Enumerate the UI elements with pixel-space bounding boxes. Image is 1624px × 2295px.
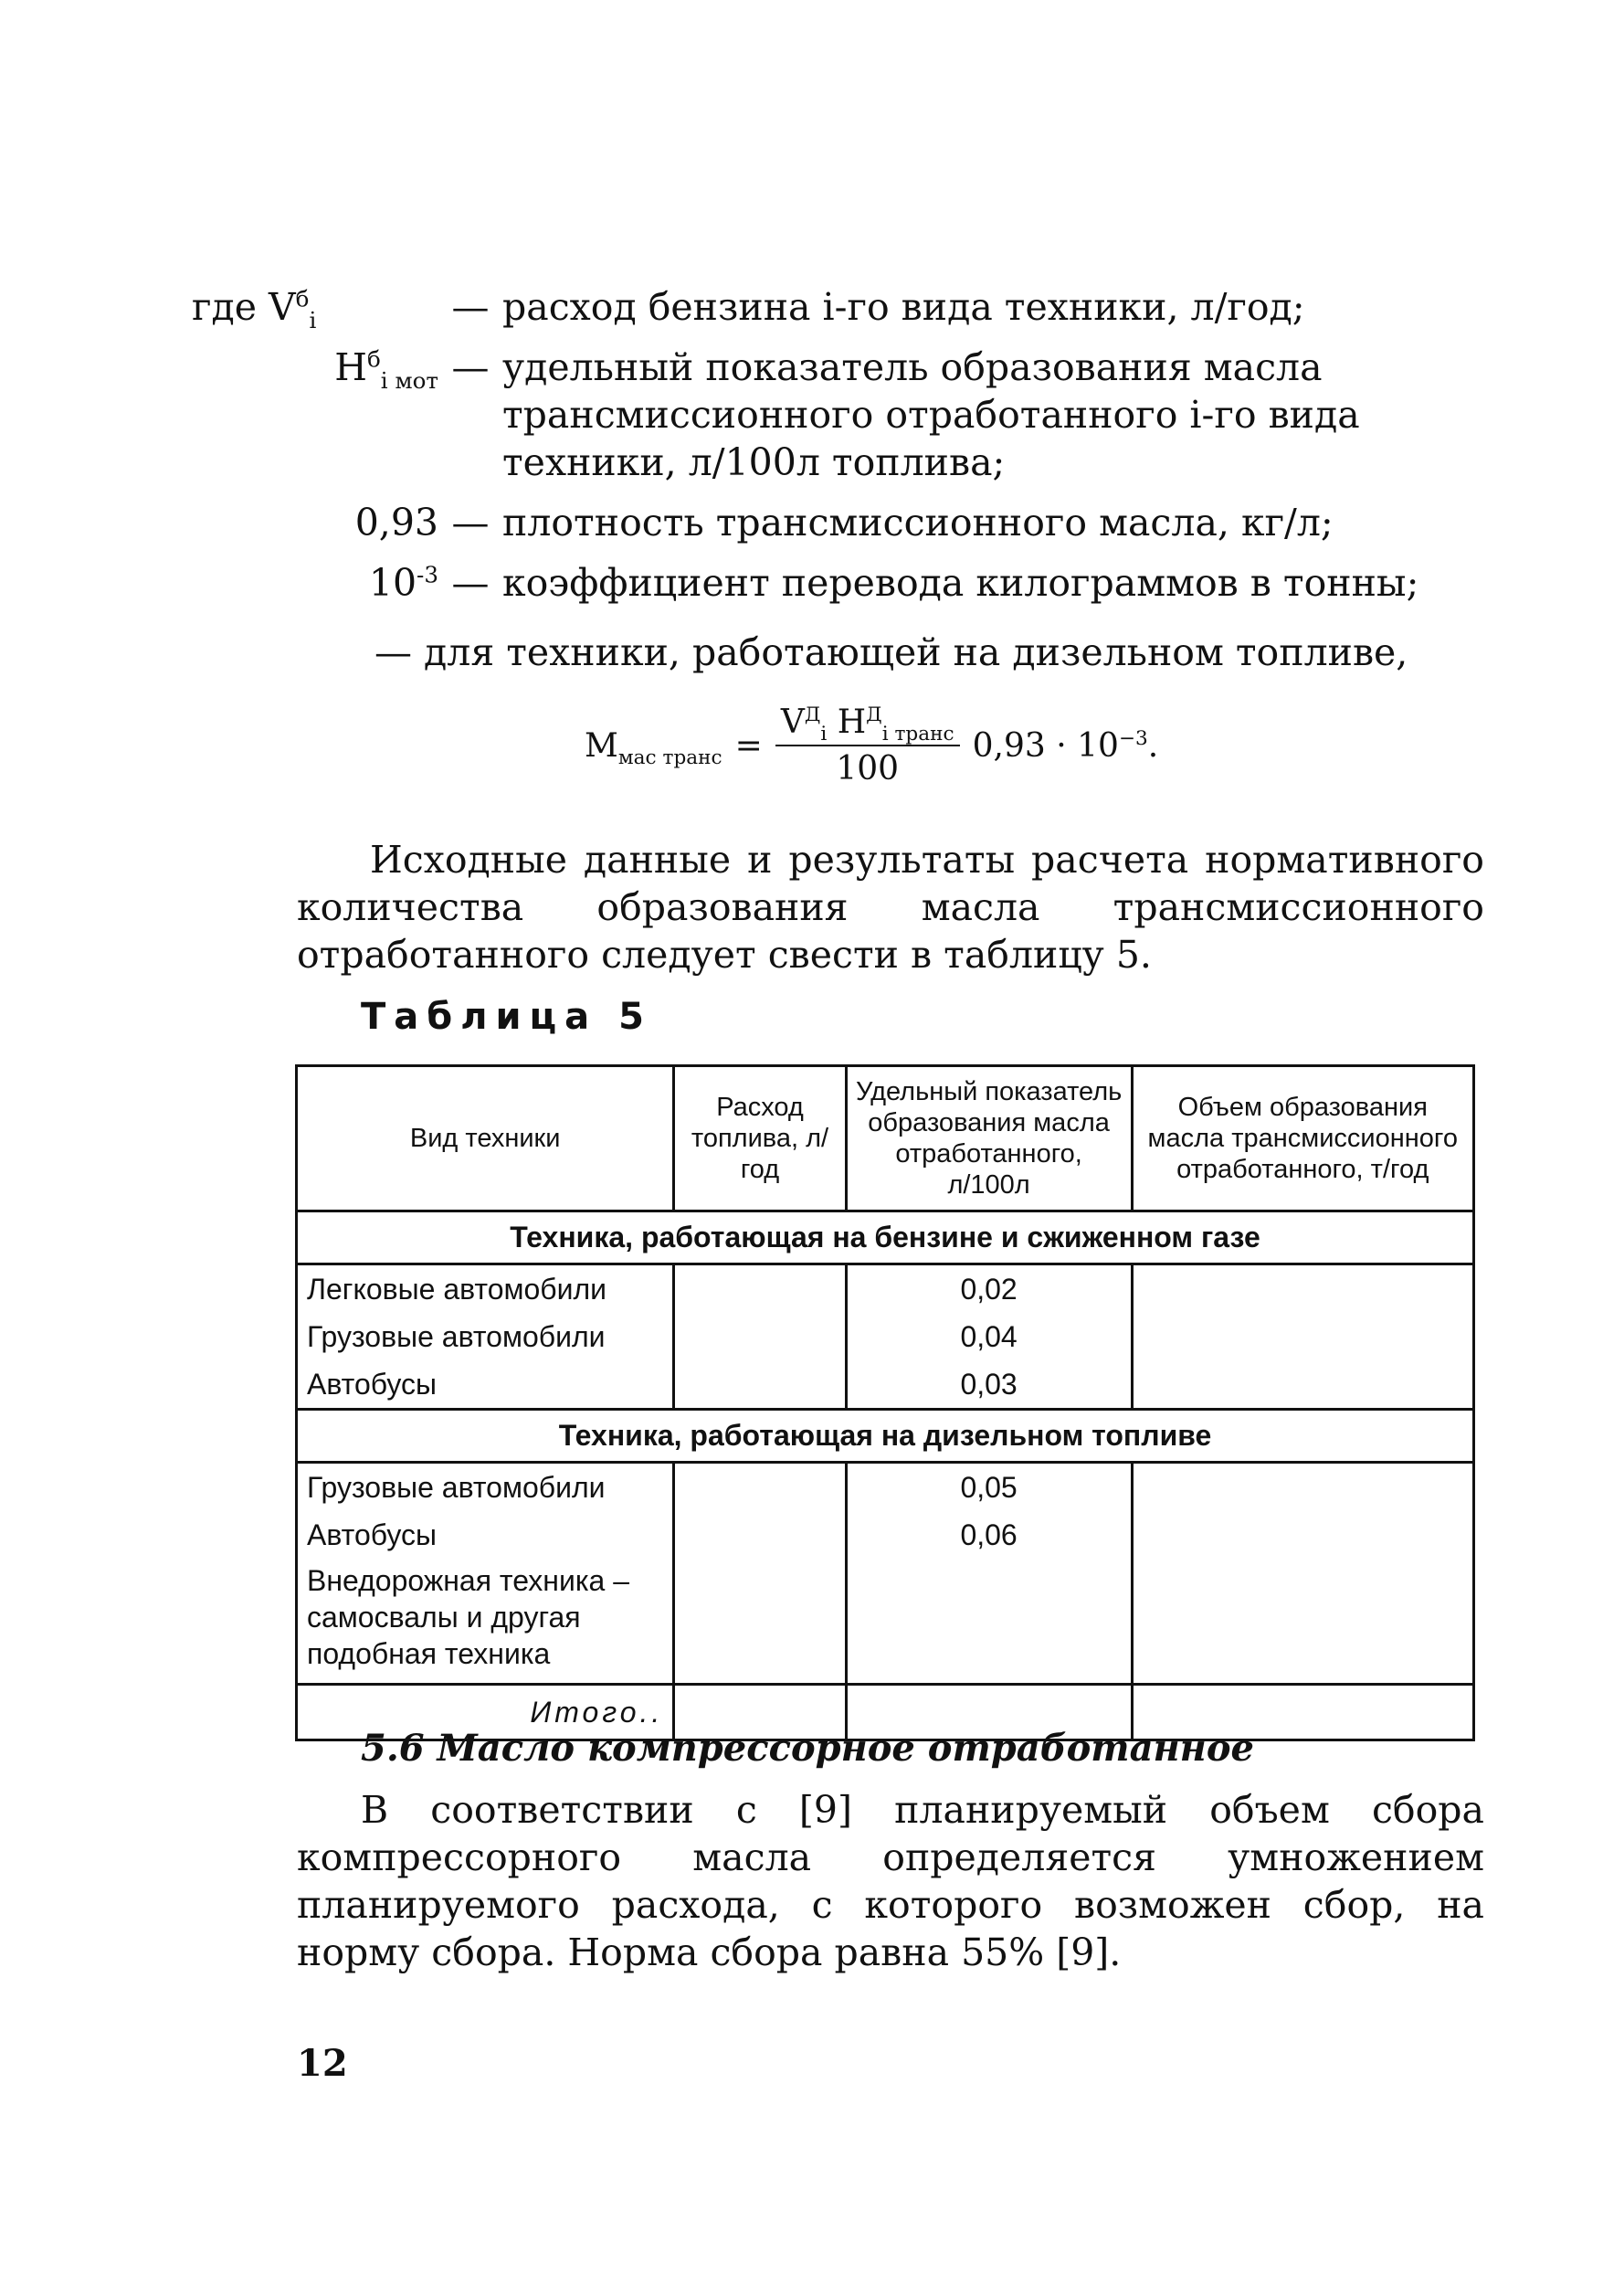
formula [585, 703, 1158, 788]
cell-volume [1132, 1463, 1474, 1512]
page-number: 12 [297, 2042, 348, 2085]
numerator-v-sub: i [820, 723, 828, 746]
definition-text: расход бензина i-го вида техники, л/год; [502, 285, 1305, 329]
cell-rate: 0,04 [846, 1313, 1132, 1360]
section-label: Техника, работающая на бензине и сжиженном газе [297, 1211, 1474, 1264]
definition-symbol [301, 559, 438, 607]
cell-rate: 0,06 [846, 1511, 1132, 1559]
definition-dash: — [451, 501, 490, 545]
definition-symbol: 0,93 [354, 501, 438, 545]
column-header: Удельный показатель образования масла отработанного, л/100л [846, 1066, 1132, 1211]
list-item: — для техники, работающей на дизельном топливе, [374, 630, 1408, 674]
cell-rate: 0,05 [846, 1463, 1132, 1512]
cell-name: Автобусы [297, 1511, 674, 1559]
formula-numerator [775, 703, 960, 746]
cell-name: Грузовые автомобили [297, 1463, 674, 1512]
symbol-sup: б [366, 345, 381, 373]
definition-row [301, 499, 1489, 546]
column-header: Расход топлива, л/год [674, 1066, 846, 1211]
symbol-base: 10 [368, 561, 417, 605]
formula-lhs-symbol: M [585, 726, 618, 765]
definition-row [301, 559, 1489, 607]
formula-lhs [585, 726, 722, 769]
cell-rate: 0,03 [846, 1360, 1132, 1410]
definition-text: коэффициент перевода килограммов в тонны; [502, 561, 1419, 605]
cell-rate: 0,02 [846, 1264, 1132, 1314]
numerator-h: H [837, 703, 867, 741]
paragraph: Исходные данные и результаты расчета нормативного количества образования масла трансмиссионного отработанного следует свести в таблицу 5. [297, 838, 1484, 977]
formula-rhs-base: 0,93 · 10 [972, 726, 1119, 765]
definition-dash: — [451, 285, 490, 329]
cell-fuel [674, 1360, 846, 1410]
symbol-base: V [269, 285, 296, 329]
numerator-h-sub: i транс [881, 723, 954, 746]
formula-denominator: 100 [836, 750, 900, 788]
column-header: Объем образования масла трансмиссионного отработанного, т/год [1132, 1066, 1474, 1211]
table-section-row [297, 1410, 1474, 1463]
symbol-base: H [334, 345, 367, 389]
symbol-sup: -3 [417, 561, 438, 588]
formula-equals: = [734, 726, 763, 765]
cell-fuel [674, 1264, 846, 1314]
table-row [297, 1313, 1474, 1360]
definition-text: удельный показатель образования масла трансмиссионного отработанного i-го вида техники, л/100л топлива; [502, 345, 1360, 484]
symbol-sup: б [295, 285, 310, 312]
table-caption: Таблица 5 [361, 996, 652, 1038]
cell-fuel [674, 1313, 846, 1360]
cell-fuel [674, 1559, 846, 1685]
section-label: Техника, работающая на дизельном топливе [297, 1410, 1474, 1463]
definition-dash: — [451, 345, 490, 389]
section-heading: 5.6 Масло компрессорное отработанное [361, 1727, 1254, 1770]
formula-rhs [973, 727, 1159, 765]
cell-fuel [674, 1463, 846, 1512]
cell-rate [846, 1559, 1132, 1685]
column-header: Вид техники [297, 1066, 674, 1211]
table-section-row [297, 1211, 1474, 1264]
table-row [297, 1463, 1474, 1512]
table-row [297, 1559, 1474, 1685]
numerator-v-sup: Д [804, 703, 821, 726]
paragraph: В соответствии с [9] планируемый объем сбора компрессорного масла определяется умножением планируемого расхода, с которого возможен сбор, на норму сбора. Норма сбора равна 55% [9]. [297, 1788, 1484, 1974]
cell-volume [1132, 1559, 1474, 1685]
cell-name: Автобусы [297, 1360, 674, 1410]
formula-lhs-sub: мас транс [617, 746, 722, 769]
definition-row [301, 344, 1489, 486]
cell-volume [1132, 1313, 1474, 1360]
definition-prefix: где [192, 285, 257, 329]
total-label: Итого.. [297, 1685, 674, 1740]
definition-dash: — [451, 561, 490, 605]
table-header-row [297, 1066, 1474, 1211]
numerator-h-sup: Д [866, 703, 882, 726]
cell-name: Грузовые автомобили [297, 1313, 674, 1360]
table-row [297, 1360, 1474, 1410]
cell-name: Внедорожная техника – самосвалы и другая подобная техника [297, 1559, 674, 1685]
formula-rhs-sup: −3 [1118, 726, 1148, 750]
data-table [295, 1064, 1475, 1741]
numerator-v: V [780, 703, 805, 741]
cell-volume [1132, 1360, 1474, 1410]
symbol-sub: i мот [380, 367, 438, 395]
variable-definitions [192, 283, 1489, 619]
definition-row [192, 283, 1489, 334]
table-row [297, 1264, 1474, 1314]
cell-volume [1132, 1511, 1474, 1559]
formula-fraction [775, 703, 960, 788]
definition-symbol [192, 283, 438, 334]
definition-text: плотность трансмиссионного масла, кг/л; [502, 501, 1334, 545]
table-row [297, 1511, 1474, 1559]
cell-volume [1132, 1264, 1474, 1314]
cell-fuel [674, 1511, 846, 1559]
formula-rhs-end: . [1147, 726, 1159, 765]
symbol-sub: i [309, 307, 317, 334]
cell-name: Легковые автомобили [297, 1264, 674, 1314]
definition-symbol [301, 344, 438, 395]
